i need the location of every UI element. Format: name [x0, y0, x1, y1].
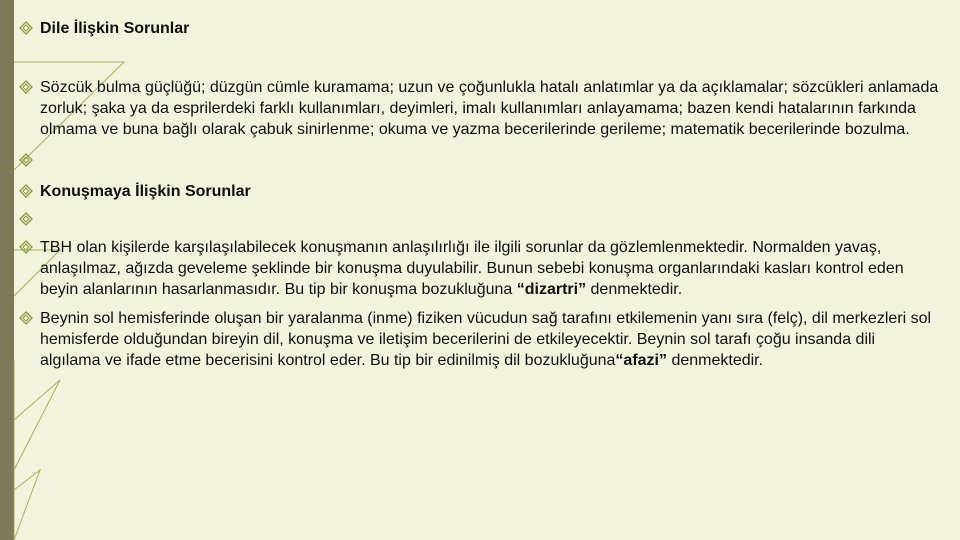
diamond-outline-icon	[19, 311, 33, 325]
diamond-outline-icon	[19, 80, 33, 94]
heading-konusmaya-iliskin-sorunlar	[19, 181, 939, 202]
left-accent-bar	[0, 0, 14, 540]
empty-bullet	[19, 150, 939, 171]
paragraph-language-problems	[19, 77, 939, 140]
paragraph-text-end: denmektedir.	[667, 352, 764, 369]
heading-text: Konuşmaya İlişkin Sorunlar	[40, 183, 251, 200]
diamond-outline-icon	[19, 212, 33, 226]
diamond-outline-icon	[19, 184, 33, 198]
term-afazi: “afazi”	[615, 352, 667, 369]
empty-bullet	[19, 209, 939, 230]
paragraph-aphasia	[19, 308, 939, 371]
paragraph-text: Sözcük bulma güçlüğü; düzgün cümle kuramama; uzun ve çoğunlukla hatalı anlatımlar ya da açıklamalar; sözcükleri anlamada zorluk; şaka ya da esprilerdeki farklı kullanımları, deyimleri, imalı kullanımları anlayamama; bazen kendi hatalarının farkında olmama ve buna bağlı olarak çabuk sinirlenme; okuma ve yazma becerilerinde gerileme; matematik becerilerinde bozulma.	[40, 79, 939, 138]
diamond-outline-icon	[19, 153, 33, 167]
diamond-outline-icon	[19, 21, 33, 35]
diamond-outline-icon	[19, 240, 33, 254]
paragraph-text-end: denmektedir.	[586, 281, 683, 298]
heading-dile-iliskin-sorunlar	[19, 18, 939, 39]
paragraph-text: TBH olan kişilerde karşılaşılabilecek konuşmanın anlaşılırlığı ile ilgili sorunlar da gözlemlenmektedir. Normalden yavaş, anlaşılmaz, ağızda geveleme şeklinde bir konuşma duyulabilir. Bunun sebebi konuşma organlarındaki kasları kontrol eden beyin alanlarının hasarlanmasıdır. Bu tip bir konuşma bozukluğuna	[40, 239, 904, 298]
heading-text: Dile İlişkin Sorunlar	[40, 20, 190, 37]
paragraph-dysarthria	[19, 237, 939, 300]
term-dizartri: “dizartri”	[516, 281, 587, 298]
paragraph-text: Beynin sol hemisferinde oluşan bir yaralanma (inme) fiziken vücudun sağ tarafını etkilemenin yanı sıra (felç), dil merkezleri sol hemisferde olduğundan bireyin dil, konuşma ve iletişim becerilerini de etkileyecektir. Beynin sol tarafı çoğu insanda dili algılama ve ifade etme becerisini kontrol eder. Bu tip bir edinilmiş dil bozukluğuna	[40, 310, 932, 369]
slide-content	[19, 18, 939, 371]
